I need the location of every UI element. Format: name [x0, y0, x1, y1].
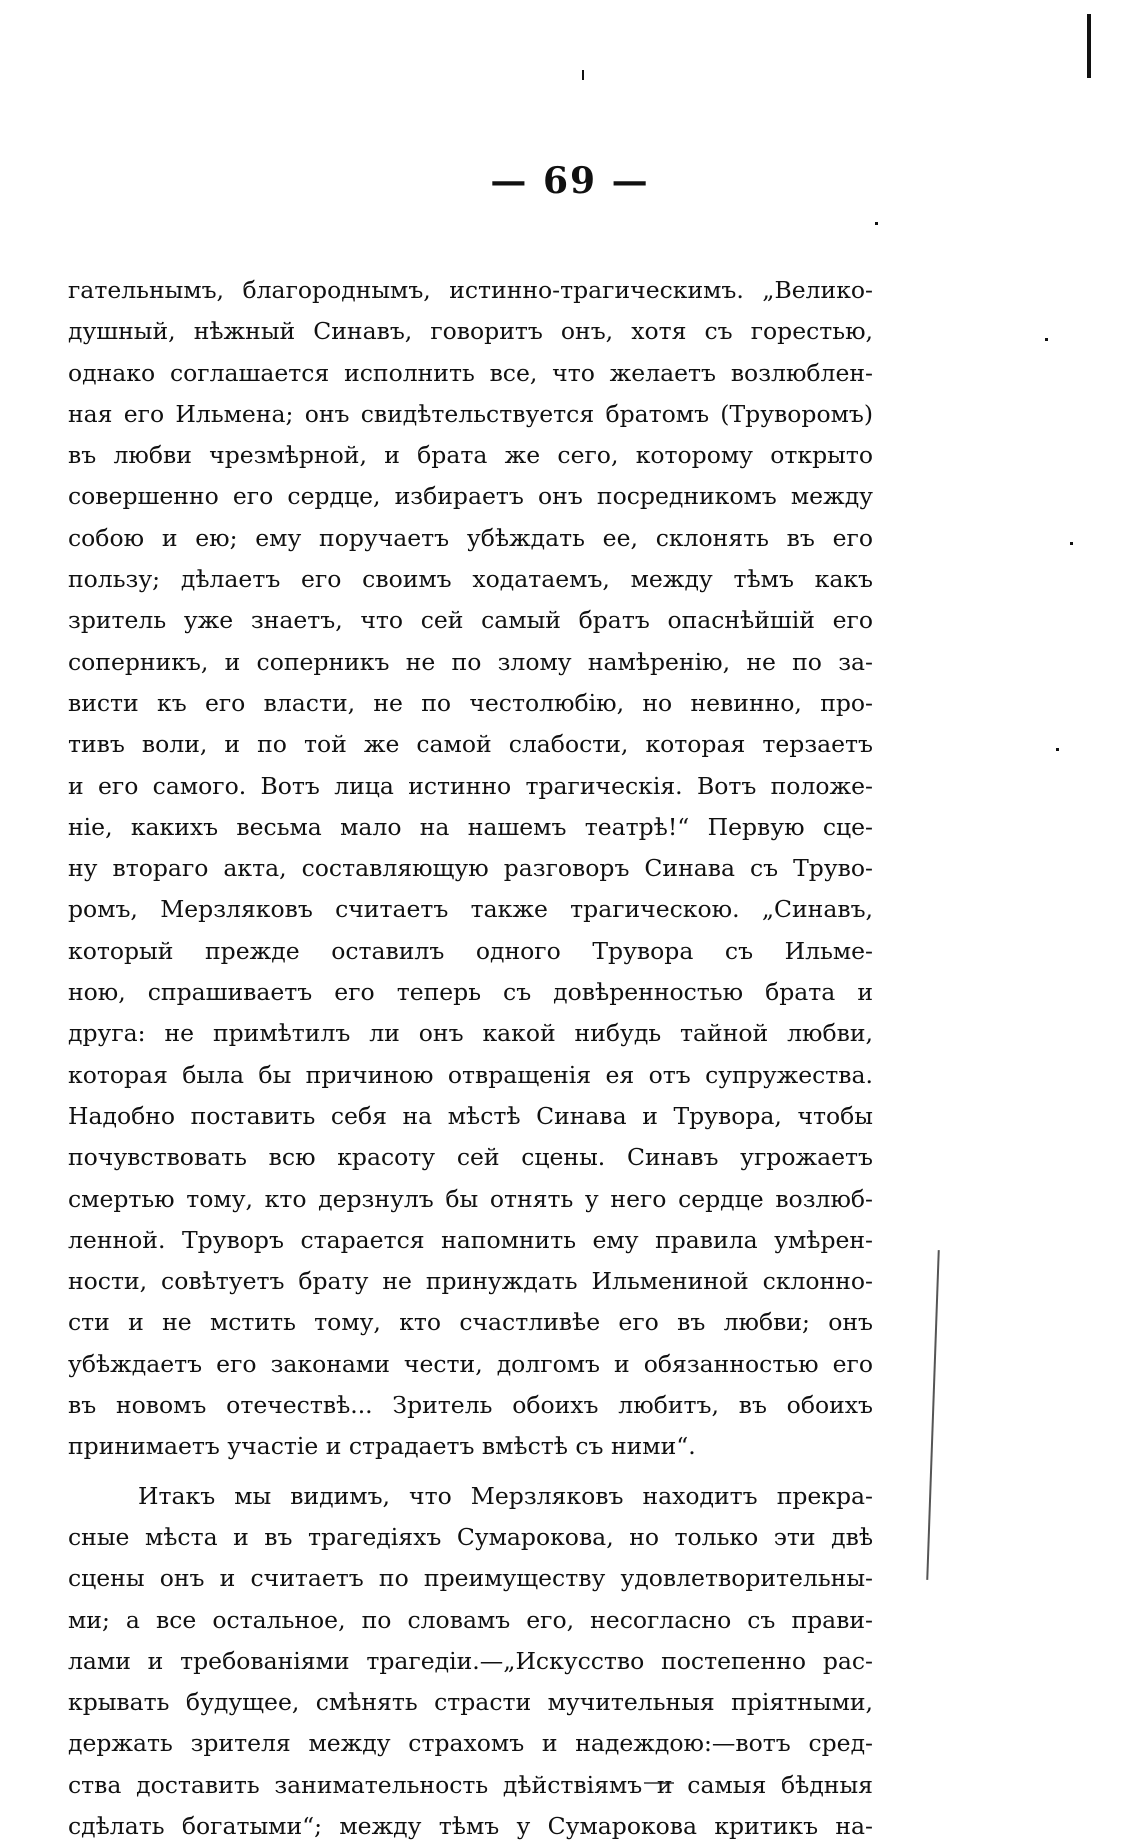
text-line: друга: не примѣтилъ ли онъ какой нибудь тайной любви, — [68, 1019, 873, 1048]
text-line: сцены онъ и считаетъ по преимуществу удовлетворительны- — [68, 1564, 873, 1593]
text-line: сти и не мстить тому, кто счастливѣе его въ любви; онъ — [68, 1308, 873, 1337]
text-line: лами и требованіями трагедіи.—„Искусство постепенно рас- — [68, 1646, 873, 1675]
text-line: держать зрителя между страхомъ и надеждою:—вотъ сред- — [68, 1729, 873, 1758]
text-line: соперникъ, и соперникъ не по злому намѣренію, не по за- — [68, 647, 873, 676]
text-line: Итакъ мы видимъ, что Мерзляковъ находитъ прекра- — [138, 1481, 873, 1510]
paragraph-gap — [68, 1468, 873, 1476]
text-line: душный, нѣжный Синавъ, говоритъ онъ, хотя съ горестью, — [68, 317, 873, 346]
scan-mark-bar — [1087, 14, 1091, 78]
scan-speck — [1056, 748, 1059, 751]
text-line: висти къ его власти, не по честолюбію, но невинно, про- — [68, 688, 873, 717]
text-line: ромъ, Мерзляковъ считаетъ также трагическою. „Синавъ, — [68, 895, 873, 924]
text-line: въ любви чрезмѣрной, и брата же сего, которому открыто — [68, 441, 873, 470]
text-line: ми; а все остальное, по словамъ его, несогласно съ прави- — [68, 1605, 873, 1634]
text-line: почувствовать всю красоту сей сцены. Синавъ угрожаетъ — [68, 1143, 873, 1172]
text-line: Надобно поставить себя на мѣстѣ Синава и Трувора, чтобы — [68, 1101, 873, 1130]
scan-mark-line — [926, 1250, 940, 1580]
paragraph-1 — [68, 270, 873, 1468]
text-line: собою и ею; ему поручаетъ убѣждать ее, склонять въ его — [68, 523, 873, 552]
text-line: ну втораго акта, составляющую разговоръ Синава съ Труво- — [68, 854, 873, 883]
text-line: ленной. Труворъ старается напомнить ему правила умѣрен- — [68, 1225, 873, 1254]
text-line: убѣждаетъ его законами чести, долгомъ и обязанностью его — [68, 1349, 873, 1378]
scan-speck — [875, 222, 878, 225]
text-line: сные мѣста и въ трагедіяхъ Сумарокова, но только эти двѣ — [68, 1522, 873, 1551]
text-line: крывать будущее, смѣнять страсти мучительныя пріятными, — [68, 1688, 873, 1717]
text-line: ною, спрашиваетъ его теперь съ довѣренностью брата и — [68, 978, 873, 1007]
text-line: зритель уже знаетъ, что сей самый братъ опаснѣйшій его — [68, 606, 873, 635]
text-line: ности, совѣтуетъ брату не принуждать Ильмениной склонно- — [68, 1267, 873, 1296]
text-line: однако соглашается исполнить все, что желаетъ возлюблен- — [68, 358, 873, 387]
text-line: пользу; дѣлаетъ его своимъ ходатаемъ, между тѣмъ какъ — [68, 565, 873, 594]
text-line: смертью тому, кто дерзнулъ бы отнять у него сердце возлюб- — [68, 1184, 873, 1213]
text-line: тивъ воли, и по той же самой слабости, которая терзаетъ — [68, 730, 873, 759]
body-text — [68, 270, 873, 1847]
text-line: ства доставить занимательность дѣйствіямъ и самыя бѣдныя — [68, 1770, 873, 1799]
text-line: ная его Ильмена; онъ свидѣтельствуется братомъ (Труворомъ) — [68, 399, 873, 428]
text-line: сдѣлать богатыми“; между тѣмъ у Сумарокова критикъ на- — [68, 1811, 873, 1840]
text-line: гательнымъ, благороднымъ, истинно-трагическимъ. „Велико- — [68, 276, 873, 304]
text-line: и его самого. Вотъ лица истинно трагическія. Вотъ положе- — [68, 771, 873, 800]
text-line: который прежде оставилъ одного Трувора съ Ильме- — [68, 936, 873, 965]
text-line: совершенно его сердце, избираетъ онъ посредникомъ между — [68, 482, 873, 511]
scan-speck — [1070, 542, 1073, 545]
text-line: которая была бы причиною отвращенія ея отъ супружества. — [68, 1060, 873, 1089]
text-line: принимаетъ участіе и страдаетъ вмѣстѣ съ ними“. — [68, 1432, 696, 1461]
paragraph-2 — [68, 1476, 873, 1847]
text-line: ніе, какихъ весьма мало на нашемъ театрѣ!“ Первую сце- — [68, 812, 873, 841]
scan-mark-tick — [582, 70, 584, 80]
scan-speck — [1045, 338, 1048, 341]
text-line: въ новомъ отечествѣ... Зритель обоихъ любитъ, въ обоихъ — [68, 1391, 873, 1420]
page-number: — 69 — — [490, 160, 650, 202]
